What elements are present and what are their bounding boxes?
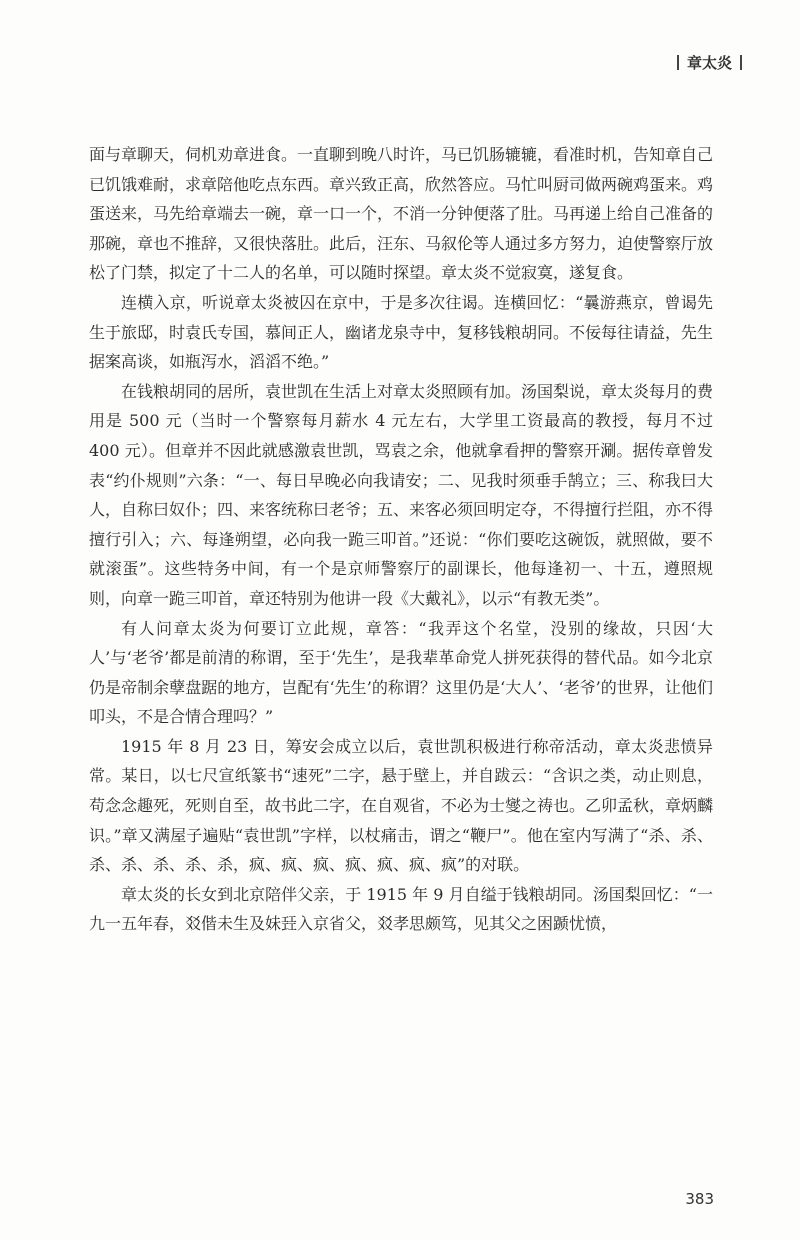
- body-text: [89, 140, 713, 939]
- running-header: [677, 52, 742, 73]
- paragraph: 有人问章太炎为何要订立此规，章答：“我弄这个名堂，没别的缘故，只因‘大人’与‘老爷’都是前清的称谓，至于‘先生’，是我辈革命党人拼死获得的替代品。如今北京仍是帝制余孽盘踞的地方，岂配有‘先生’的称谓？这里仍是‘大人’、‘老爷’的世界，让他们叩头，不是合情合理吗？”: [89, 618, 713, 727]
- paragraph-continued: 面与章聊天，伺机劝章进食。一直聊到晚八时许，马已饥肠辘辘，看准时机，告知章自己已饥饿难耐，求章陪他吃点东西。章兴致正高，欣然答应。马忙叫厨司做两碗鸡蛋来。鸡蛋送来，马先给章端去一碗，章一口一个，不消一分钟便落了肚。马再递上给自己准备的那碗，章也不推辞，又很快落肚。此后，汪东、马叙伦等人通过多方努力，迫使警察厅放松了门禁，拟定了十二人的名单，可以随时探望。章太炎不觉寂寞，遂复食。: [89, 145, 714, 283]
- paragraph: 章太炎的长女到北京陪伴父亲，于 1915 年 9 月自缢于钱粮胡同。汤国梨回忆：“一九一五年春，㸚偕未生及妹㠭入京省父，㸚孝思颇笃，见其父之困踬忧愤，: [89, 884, 713, 934]
- header-divider-right: [740, 55, 742, 70]
- paragraph: 1915 年 8 月 23 日，筹安会成立以后，袁世凯积极进行称帝活动，章太炎悲愤异常。某日，以七尺宣纸篆书“速死”二字，悬于壁上，并自跋云：“含识之类，动止则息，苟念念趣死，死则自至，故书此二字，在自观省，不必为士燮之祷也。乙卯孟秋，章炳麟识。”章又满屋子遍贴“袁世凯”字样，以杖痛击，谓之“鞭尸”。他在室内写满了“杀、杀、杀、杀、杀、杀、杀，疯、疯、疯、疯、疯、疯、疯”的对联。: [89, 736, 714, 875]
- header-divider-left: [677, 55, 679, 70]
- page-number: 383: [685, 1190, 714, 1208]
- paragraph: 连横入京，听说章太炎被囚在京中，于是多次往谒。连横回忆：“曩游燕京，曾谒先生于旅邸，时袁氏专国，慕间正人，幽诸龙泉寺中，复移钱粮胡同。不佞每往请益，先生据案高谈，如瓶泻水，滔滔不绝。”: [89, 292, 714, 372]
- running-header-title: 章太炎: [686, 54, 732, 72]
- paragraph: 在钱粮胡同的居所，袁世凯在生活上对章太炎照顾有加。汤国梨说，章太炎每月的费用是 500 元（当时一个警察每月薪水 4 元左右，大学里工资最高的教授，每月不过 400 元）。但章并不因此就感激袁世凯，骂袁之余，他就拿看押的警察开涮。据传章曾发表“约仆规则”六条：“一、每日早晚必向我请安；二、见我时须垂手鹄立；三、称我曰大人，自称曰奴仆；四、来客统称曰老爷；五、来客必须回明定夺，不得擅行拦阻，亦不得擅行引入；六、每逢朔望，必向我一跪三叩首。”还说：“你们要吃这碗饭，就照做，要不就滚蛋”。这些特务中间，有一个是京师警察厅的副课长，他每逢初一、十五，遵照规则，向章一跪三叩首，章还特别为他讲一段《大戴礼》，以示“有教无类”。: [89, 381, 714, 608]
